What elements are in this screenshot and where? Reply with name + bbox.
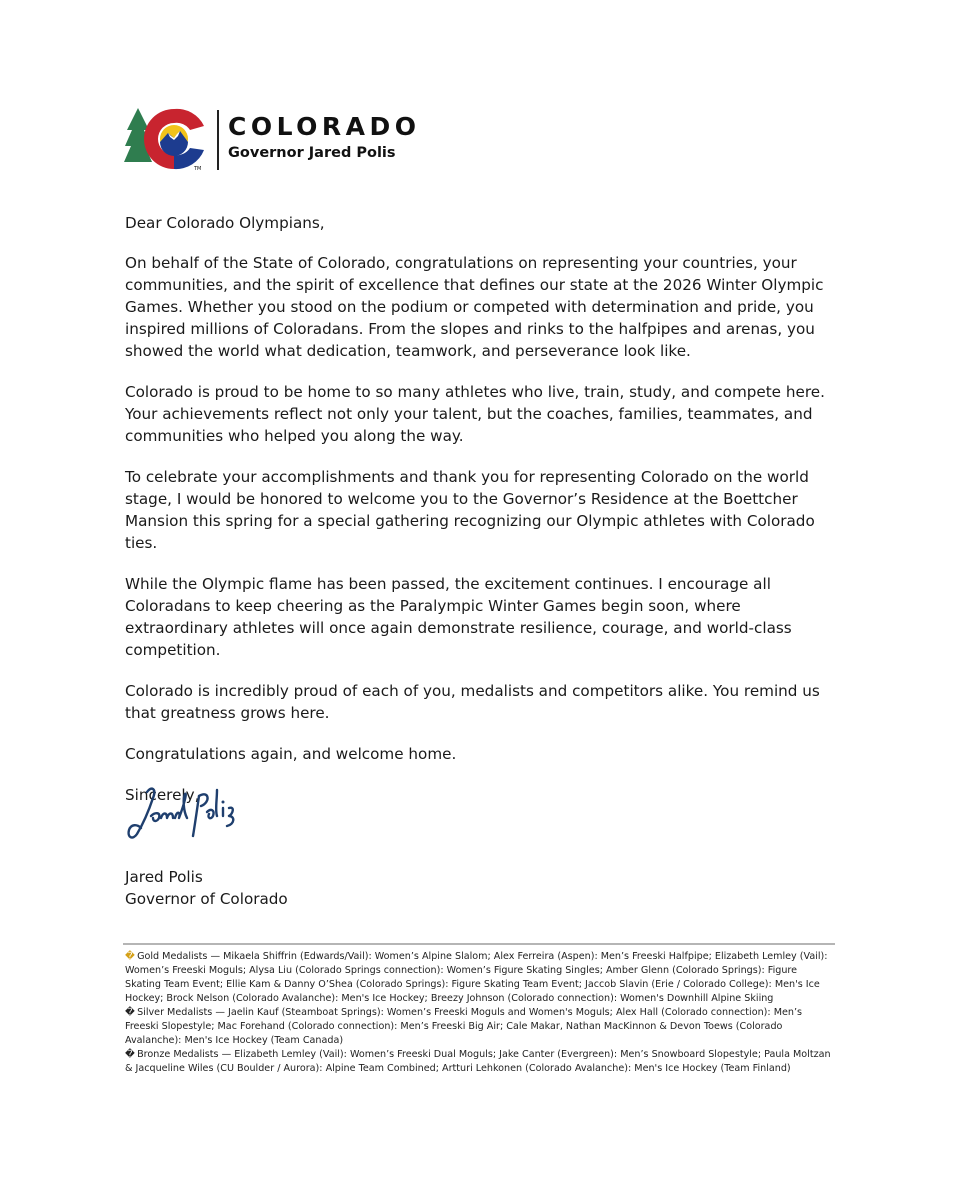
state-name: COLORADO (228, 112, 421, 141)
paragraph-5: Colorado is incredibly proud of each of you, medalists and competitors alike. You remind us that greatness grows here. (125, 682, 820, 722)
signer-block (125, 866, 288, 910)
handwritten-signature (125, 780, 245, 850)
colorado-c-logo-icon (124, 106, 208, 172)
silver-medalists-text: Silver Medalists — Jaelin Kauf (Steamboat Springs): Women’s Freeski Moguls and Women's Moguls; Alex Hall (Colorado connection): Men’s Freeski Slopestyle; Mac Forehand (Colorado connection): Men’s Freeski Big Air; Cale Makar, Nathan MacKinnon & Devon Toews (Colorado Avalanche): Men's Ice Hockey (Team Canada) (125, 1007, 802, 1046)
medalist-footnotes (125, 950, 835, 1076)
paragraph-3: To celebrate your accomplishments and thank you for representing Colorado on the world stage, I would be honored to welcome you to the Governor’s Residence at the Boettcher Mansion this spring for a special gathering recognizing our Olympic athletes with Colorado ties. (125, 468, 815, 552)
letterhead (124, 106, 424, 172)
office-name: Governor Jared Polis (228, 145, 396, 161)
salutation: Dear Colorado Olympians, (125, 214, 325, 232)
footnote-divider (123, 943, 835, 945)
paragraph-1: On behalf of the State of Colorado, congratulations on representing your countries, your communities, and the spirit of excellence that defines our state at the 2026 Winter Olympic Games. Whether you stood on the podium or competed with determination and pride, you inspired millions of Coloradans. From the slopes and rinks to the halfpipes and arenas, you showed the world what dedication, teamwork, and perseverance look like. (125, 254, 824, 360)
bronze-medalists-text: Bronze Medalists — Elizabeth Lemley (Vail): Women’s Freeski Dual Moguls; Jake Canter (Evergreen): Men’s Snowboard Slopestyle; Paula Moltzan & Jacqueline Wiles (CU Boulder / Aurora): Alpine Team Combined; Artturi Lehkonen (Colorado Avalanche): Men's Ice Hockey (Team Finland) (125, 1049, 831, 1074)
closing: Sincerely, (125, 786, 200, 804)
letter-body (125, 212, 845, 806)
silver-marker-icon: � (125, 1007, 135, 1018)
signer-title: Governor of Colorado (125, 890, 288, 908)
gold-medalists (125, 950, 835, 1006)
bronze-marker-icon: � (125, 1049, 135, 1060)
signer-name: Jared Polis (125, 868, 203, 886)
silver-medalists (125, 1006, 835, 1048)
svg-text:TM: TM (194, 166, 202, 172)
paragraph-2: Colorado is proud to be home to so many athletes who live, train, study, and compete here. Your achievements reflect not only your talent, but the coaches, families, teammates, and communities who helped you along the way. (125, 383, 825, 445)
brand-divider (217, 110, 219, 170)
paragraph-4: While the Olympic flame has been passed, the excitement continues. I encourage all Coloradans to keep cheering as the Paralympic Winter Games begin soon, where extraordinary athletes will once again demonstrate resilience, courage, and world-class competition. (125, 575, 792, 659)
gold-marker-icon: � (125, 951, 135, 962)
bronze-medalists (125, 1048, 835, 1076)
gold-medalists-text: Gold Medalists — Mikaela Shiffrin (Edwards/Vail): Women’s Alpine Slalom; Alex Ferreira (Aspen): Men’s Freeski Halfpipe; Elizabeth Lemley (Vail): Women’s Freeski Moguls; Alysa Liu (Colorado Springs connection): Women’s Figure Skating Singles; Amber Glenn (Colorado Springs): Figure Skating Team Event; Ellie Kam & Danny O’Shea (Colorado Springs): Figure Skating Team Event; Jaccob Slavin (Erie / Colorado College): Men's Ice Hockey; Brock Nelson (Colorado Avalanche): Men's Ice Hockey; Breezy Johnson (Colorado connection): Women's Downhill Alpine Skiing (125, 951, 828, 1004)
paragraph-6: Congratulations again, and welcome home. (125, 745, 457, 763)
